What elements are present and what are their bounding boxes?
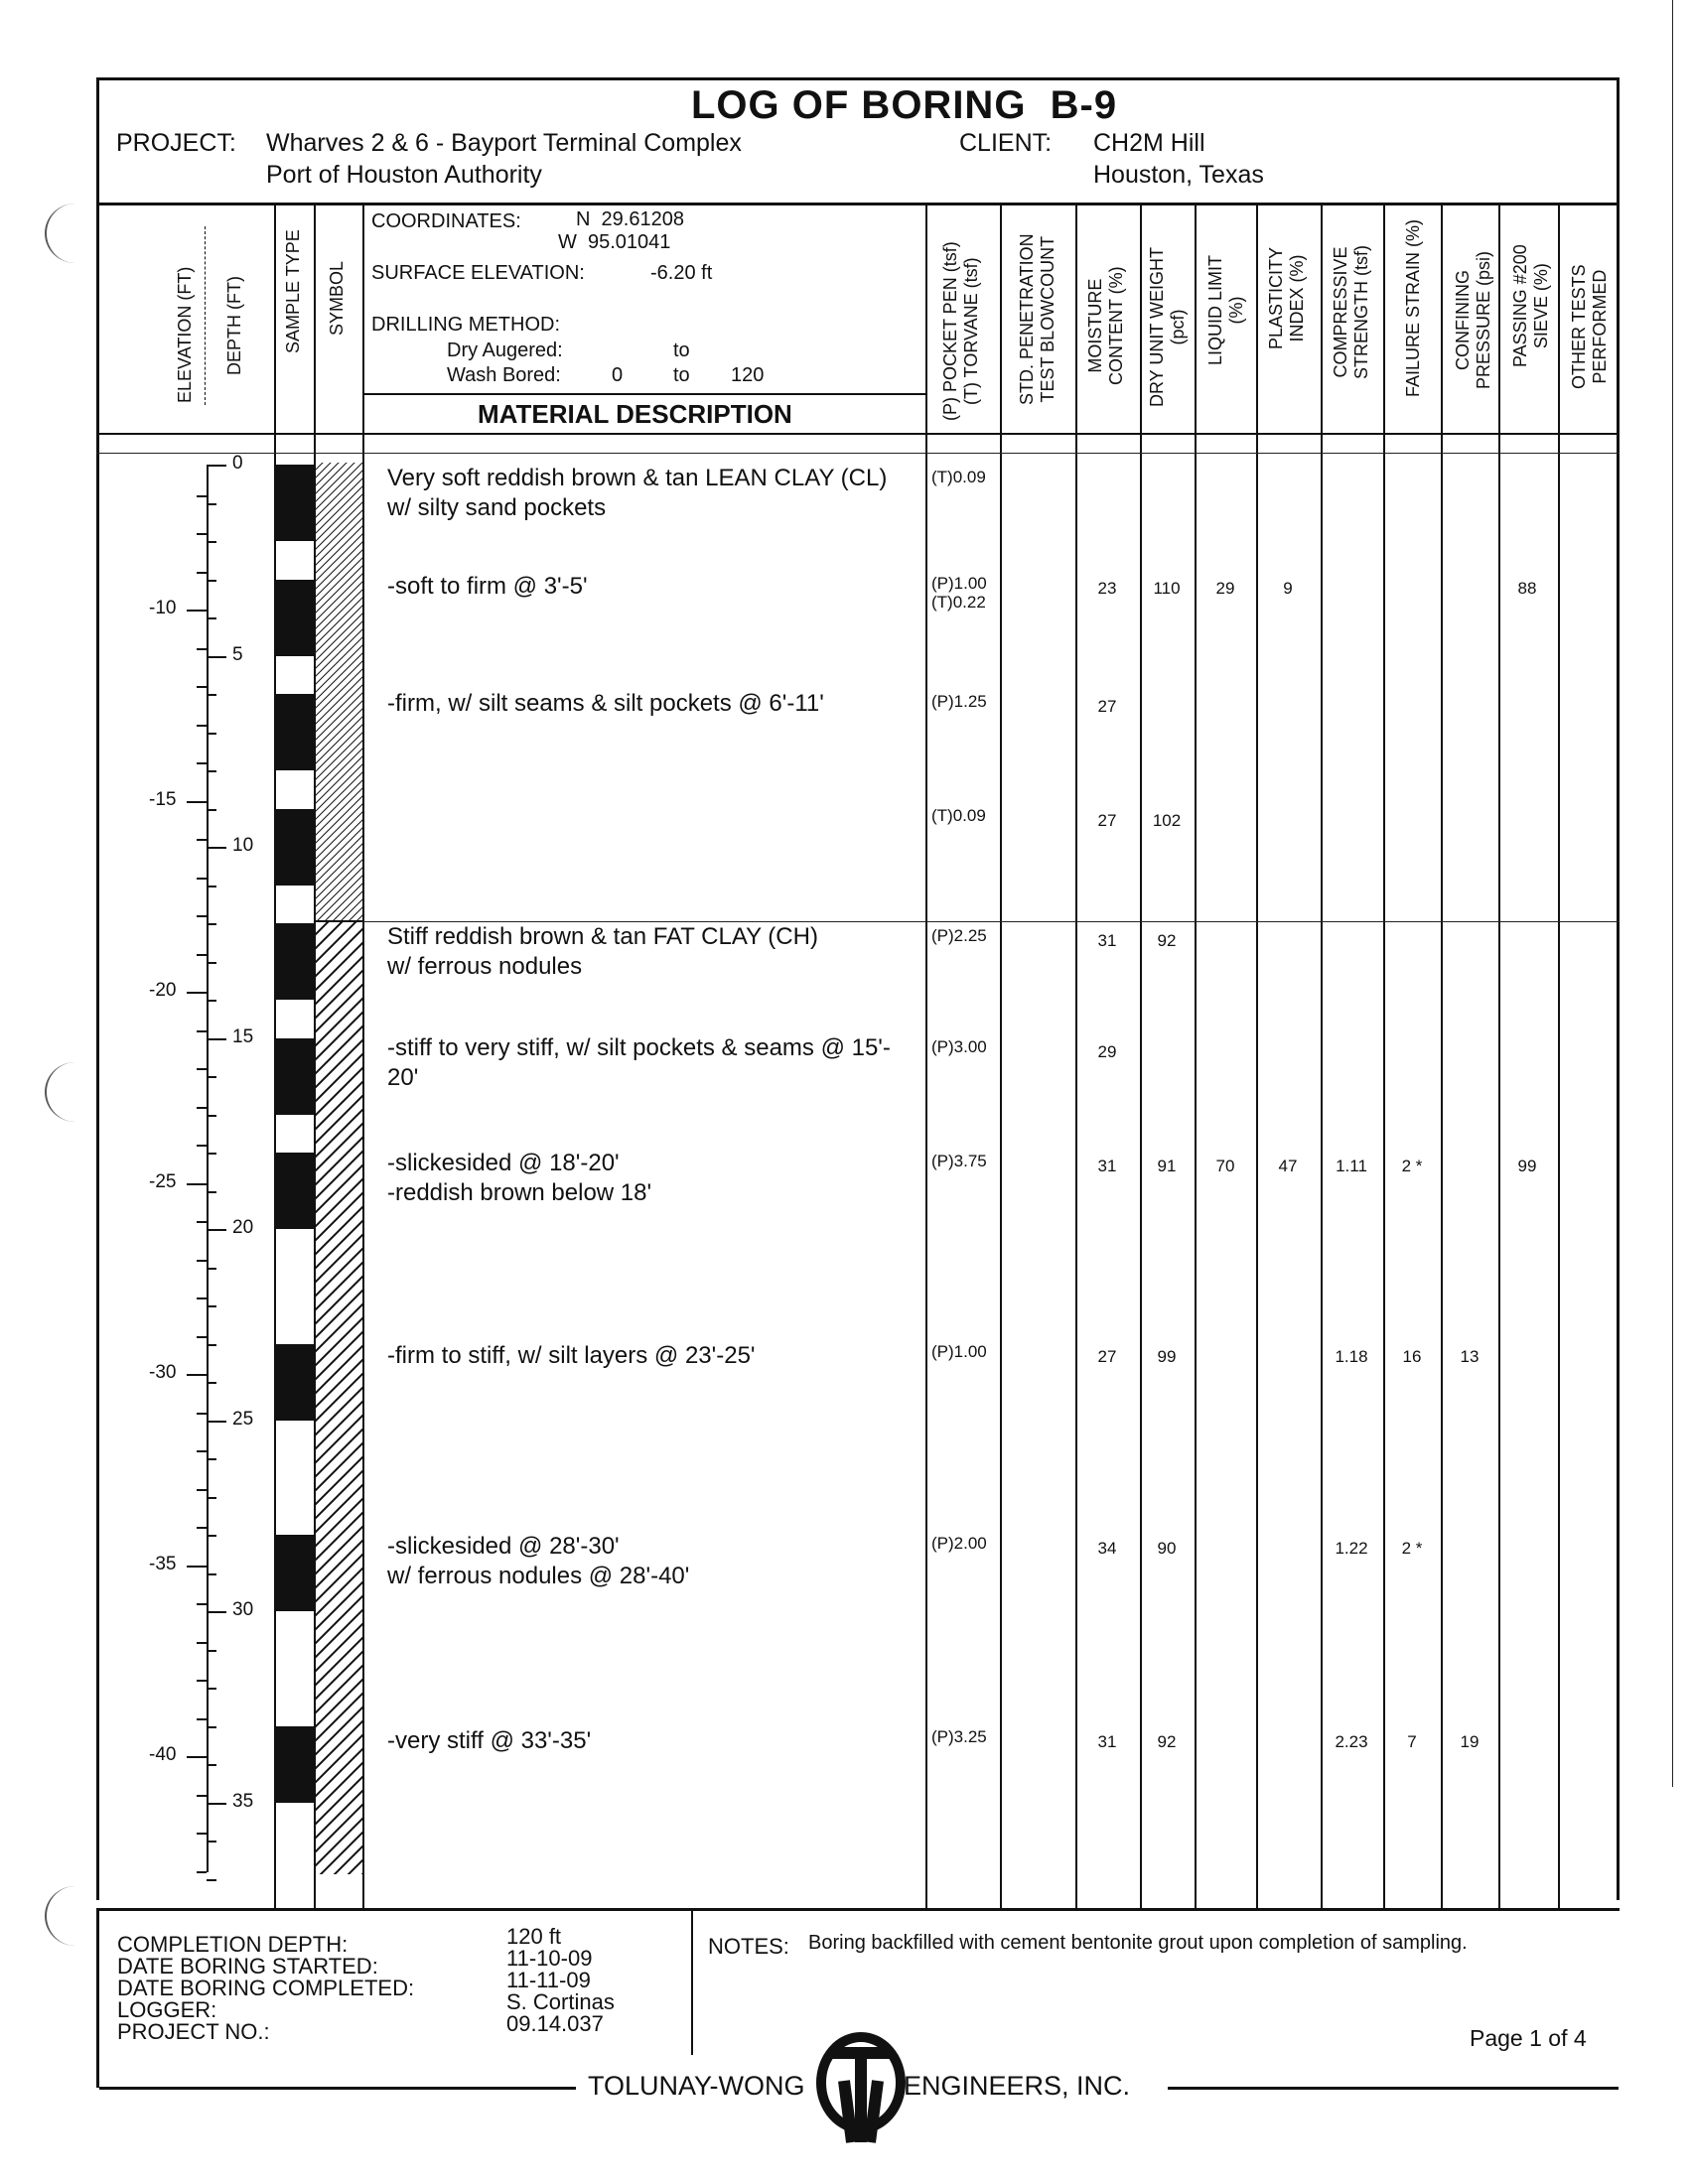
elevation-tick <box>197 1221 207 1223</box>
mc-value: 23 <box>1097 579 1117 598</box>
elevation-tick <box>197 1527 207 1529</box>
elevation-tick <box>197 1068 207 1070</box>
coordinates-label: COORDINATES: <box>371 210 521 232</box>
elevation-tick <box>197 1107 207 1109</box>
footer-split <box>691 1910 693 2055</box>
pocket-pen-value: (P)2.00 <box>931 1534 987 1553</box>
elevation-label: -25 <box>149 1170 177 1192</box>
pocket-pen-value: (T)0.09 <box>931 806 986 825</box>
elevation-tick <box>197 1489 207 1491</box>
description-6: -slickesided @ 18'-20' -reddish brown below 18' <box>387 1150 652 1206</box>
elevation-tick <box>197 686 207 688</box>
depth-tick <box>207 503 216 505</box>
description-8: -slickesided @ 28'-30' w/ ferrous nodules @ 28'-40' <box>387 1533 690 1589</box>
depth-label: 35 <box>232 1790 254 1812</box>
elevation-tick <box>197 495 207 497</box>
elevation-label: -20 <box>149 980 177 1002</box>
description-7: -firm to stiff, w/ silt layers @ 23'-25' <box>387 1342 756 1369</box>
header-subline <box>96 453 1620 454</box>
depth-tick <box>207 1305 216 1307</box>
fs-value: 2 * <box>1401 1539 1423 1558</box>
depth-tick <box>207 694 216 696</box>
page-edge <box>1672 0 1673 1787</box>
col-line <box>1256 205 1258 1910</box>
wash-from: 0 <box>612 364 624 386</box>
cs-value: 1.22 <box>1335 1539 1368 1558</box>
footer-values: 120 ft 11-10-09 11-11-09 S. Cortinas 09.14.037 <box>506 1924 615 2036</box>
confining-header: CONFINING PRESSURE (psi) <box>1453 250 1493 389</box>
depth-tick <box>207 1535 216 1537</box>
depth-tick <box>207 580 216 582</box>
depth-tick <box>207 1611 226 1613</box>
sample-type-header: SAMPLE TYPE <box>283 229 303 353</box>
depth-tick <box>207 847 226 849</box>
pocket-pen-value: (P)1.00 (T)0.22 <box>931 574 987 612</box>
elevation-label: -40 <box>149 1744 177 1766</box>
sample-block <box>275 694 314 770</box>
depth-tick <box>207 770 216 772</box>
col-line <box>1140 205 1142 1910</box>
footer-bottom-right <box>1168 2087 1619 2090</box>
cs-value: 2.23 <box>1335 1732 1368 1751</box>
dw-value: 99 <box>1157 1347 1177 1366</box>
depth-label: 25 <box>232 1408 254 1430</box>
dw-value: 92 <box>1157 1732 1177 1751</box>
wash-to: 120 <box>731 364 765 386</box>
sample-block <box>275 1726 314 1803</box>
surface-elevation-label: SURFACE ELEVATION: <box>371 262 585 284</box>
depth-axis <box>207 465 209 1872</box>
sample-block <box>275 465 314 541</box>
plasticity-header: PLASTICITY INDEX (%) <box>1266 246 1307 349</box>
depth-tick <box>207 1191 216 1193</box>
elevation-tick <box>197 762 207 764</box>
wash-bored-label: Wash Bored: <box>447 364 561 386</box>
pocket-pen-value: (P)3.00 <box>931 1037 987 1056</box>
footer-divider <box>96 1908 1620 1911</box>
description-9: -very stiff @ 33'-35' <box>387 1727 592 1754</box>
client-line2: Houston, Texas <box>1093 161 1264 189</box>
material-desc-line <box>362 393 925 395</box>
pocket-pen-value: (P)3.75 <box>931 1152 987 1170</box>
pocket-pen-value: (P)2.25 <box>931 926 987 945</box>
elevation-tick <box>197 725 207 727</box>
pocket-pen-value: (P)3.25 <box>931 1727 987 1746</box>
cp-value: 13 <box>1460 1347 1480 1366</box>
depth-tick <box>207 733 216 735</box>
elevation-label: -15 <box>149 788 177 810</box>
col-line <box>1195 205 1197 1910</box>
description-3: -firm, w/ silt seams & silt pockets @ 6'-11' <box>387 690 824 717</box>
depth-tick <box>207 1650 216 1652</box>
ll-value: 29 <box>1215 579 1235 598</box>
elevation-tick <box>197 1718 207 1720</box>
depth-label: 20 <box>232 1217 254 1238</box>
page-title: LOG OF BORING B-9 <box>691 83 1118 127</box>
depth-tick <box>207 465 226 467</box>
compressive-header: COMPRESSIVE STRENGTH (tsf) <box>1331 245 1371 379</box>
elevation-label: -10 <box>149 598 177 619</box>
col-line <box>1321 205 1323 1910</box>
sample-block <box>275 1153 314 1229</box>
project-line1: Wharves 2 & 6 - Bayport Terminal Complex <box>266 129 742 157</box>
elevation-tick <box>197 839 207 841</box>
elevation-tick <box>187 1183 207 1185</box>
elevation-tick <box>197 954 207 956</box>
ll-value: 70 <box>1215 1157 1235 1175</box>
fs-value: 2 * <box>1401 1157 1423 1175</box>
notes-label: NOTES: <box>708 1934 789 1959</box>
depth-tick <box>207 1421 226 1423</box>
pocket-pen-value: (P)1.25 <box>931 692 987 711</box>
sample-block <box>275 1038 314 1115</box>
depth-label: 30 <box>232 1599 254 1620</box>
elevation-tick <box>197 1871 207 1873</box>
project-line2: Port of Houston Authority <box>266 161 542 189</box>
elevation-tick <box>197 1795 207 1797</box>
col-line <box>1441 205 1443 1910</box>
dw-value: 91 <box>1157 1157 1177 1175</box>
elevation-tick <box>197 878 207 880</box>
depth-tick <box>207 1803 226 1805</box>
elevation-tick <box>197 1297 207 1299</box>
elevation-tick <box>187 992 207 994</box>
depth-tick <box>207 1115 216 1117</box>
elevation-tick <box>197 1642 207 1644</box>
col-line <box>362 205 364 1910</box>
wash-to-label: to <box>673 364 690 386</box>
depth-tick <box>207 1153 216 1155</box>
elevation-tick <box>197 572 207 574</box>
elevation-tick <box>187 801 207 803</box>
dw-value: 110 <box>1153 579 1181 598</box>
moisture-header: MOISTURE CONTENT (%) <box>1085 266 1126 385</box>
elevation-tick <box>197 1413 207 1415</box>
elevation-label: -30 <box>149 1362 177 1384</box>
depth-tick <box>207 1268 216 1270</box>
elev-depth-dash <box>205 226 206 405</box>
depth-tick <box>207 1841 216 1843</box>
depth-tick <box>207 1764 216 1766</box>
depth-tick <box>207 1229 226 1231</box>
elevation-tick <box>197 1260 207 1262</box>
footer-bottom-left <box>99 2087 576 2090</box>
company-name-left: TOLUNAY-WONG <box>588 2071 805 2101</box>
footer-left-edge <box>96 1908 99 2088</box>
depth-label: 5 <box>232 643 243 665</box>
elevation-tick <box>197 1603 207 1605</box>
footer-labels: COMPLETION DEPTH: DATE BORING STARTED: DATE BORING COMPLETED: LOGGER: PROJECT NO.: <box>117 1932 415 2044</box>
dw-value: 92 <box>1157 931 1177 950</box>
failure-strain-header: FAILURE STRAIN (%) <box>1403 218 1423 397</box>
depth-tick <box>207 886 216 887</box>
depth-tick <box>207 1038 226 1040</box>
depth-tick <box>207 656 226 658</box>
header-divider <box>96 433 1620 435</box>
fs-value: 16 <box>1402 1347 1422 1366</box>
col-line <box>925 205 927 1910</box>
pi-value: 9 <box>1283 579 1293 598</box>
company-name-right: ENGINEERS, INC. <box>904 2071 1131 2101</box>
col-line <box>1383 205 1385 1910</box>
depth-tick <box>207 617 216 619</box>
sample-block <box>275 1535 314 1611</box>
elevation-tick <box>197 533 207 535</box>
elevation-tick <box>197 915 207 917</box>
sample-block <box>275 809 314 886</box>
depth-tick <box>207 1344 216 1346</box>
dw-value: 102 <box>1152 811 1182 830</box>
material-description-header: MATERIAL DESCRIPTION <box>478 399 792 429</box>
elevation-tick <box>197 1833 207 1835</box>
client-line1: CH2M Hill <box>1093 129 1205 157</box>
soil-symbol-column <box>315 463 362 1874</box>
depth-tick <box>207 962 216 964</box>
mc-value: 31 <box>1097 931 1117 950</box>
dry-unit-weight-header: DRY UNIT WEIGHT (pcf) <box>1147 246 1188 407</box>
coord-north: N 29.61208 <box>576 208 684 230</box>
pocket-pen-header: (P) POCKET PEN (tsf) (T) TORVANE (tsf) <box>940 241 981 421</box>
description-1: Very soft reddish brown & tan LEAN CLAY (CL) w/ silty sand pockets <box>387 465 888 521</box>
depth-tick <box>207 1726 216 1728</box>
depth-label: 0 <box>232 453 243 474</box>
description-5: -stiff to very stiff, w/ silt pockets & seams @ 15'- 20' <box>387 1034 891 1091</box>
description-4: Stiff reddish brown & tan FAT CLAY (CH) w/ ferrous nodules <box>387 923 818 980</box>
mc-value: 27 <box>1097 697 1117 716</box>
elevation-tick <box>197 1336 207 1338</box>
lean-clay-symbol <box>315 463 362 921</box>
elevation-tick <box>187 1374 207 1376</box>
liquid-limit-header: LIQUID LIMIT (%) <box>1205 254 1246 365</box>
cp-value: 19 <box>1460 1732 1480 1751</box>
project-label: PROJECT: <box>116 129 236 157</box>
elevation-tick <box>197 1030 207 1032</box>
cs-value: 1.18 <box>1335 1347 1368 1366</box>
depth-tick <box>207 1879 216 1881</box>
depth-tick <box>207 1458 216 1460</box>
elevation-tick <box>197 648 207 650</box>
pi-value: 47 <box>1278 1157 1298 1175</box>
pocket-pen-value: (T)0.09 <box>931 468 986 486</box>
symbol-header: SYMBOL <box>327 260 347 336</box>
elevation-tick <box>187 1756 207 1758</box>
dry-to: to <box>673 340 690 361</box>
dry-augered-label: Dry Augered: <box>447 340 563 361</box>
description-2: -soft to firm @ 3'-5' <box>387 573 588 600</box>
fs-value: 7 <box>1407 1732 1417 1751</box>
cs-value: 1.11 <box>1336 1157 1367 1175</box>
elevation-tick <box>197 1680 207 1682</box>
drilling-method-label: DRILLING METHOD: <box>371 314 561 336</box>
depth-tick <box>207 923 216 925</box>
elevation-tick <box>197 1145 207 1147</box>
notes-text: Boring backfilled with cement bentonite grout upon completion of sampling. <box>808 1932 1468 1954</box>
depth-tick <box>207 1688 216 1690</box>
company-logo <box>814 2031 908 2150</box>
company-logo-letters: TW <box>917 2148 933 2159</box>
mc-value: 31 <box>1097 1732 1117 1751</box>
title-divider <box>96 203 1620 205</box>
surface-elevation: -6.20 ft <box>650 262 713 284</box>
mc-value: 27 <box>1097 1347 1117 1366</box>
mc-value: 29 <box>1097 1042 1117 1061</box>
elevation-header: ELEVATION (FT) <box>175 266 195 403</box>
col-line <box>1498 205 1500 1910</box>
sample-block <box>275 1344 314 1421</box>
depth-label: 15 <box>232 1025 254 1047</box>
depth-tick <box>207 1076 216 1078</box>
coord-west: W 95.01041 <box>558 231 671 253</box>
pocket-pen-value: (P)1.00 <box>931 1342 987 1361</box>
depth-tick <box>207 1497 216 1499</box>
elevation-tick <box>197 1450 207 1452</box>
depth-tick <box>207 1000 216 1002</box>
depth-tick <box>207 541 216 543</box>
sample-block <box>275 580 314 656</box>
spt-header: STD. PENETRATION TEST BLOWCOUNT <box>1017 233 1058 405</box>
passing-header: PASSING #200 SIEVE (%) <box>1510 244 1551 367</box>
client-label: CLIENT: <box>959 129 1053 157</box>
col-line <box>1000 205 1002 1910</box>
p200-value: 88 <box>1517 579 1537 598</box>
elevation-tick <box>187 1566 207 1568</box>
page-number: Page 1 of 4 <box>1470 2025 1587 2051</box>
p200-value: 99 <box>1517 1157 1537 1175</box>
elevation-tick <box>187 610 207 612</box>
depth-tick <box>207 1573 216 1575</box>
fat-clay-symbol <box>315 921 362 1874</box>
dw-value: 90 <box>1157 1539 1177 1558</box>
col-line <box>1558 205 1560 1910</box>
depth-tick <box>207 1382 216 1384</box>
depth-label: 10 <box>232 835 254 856</box>
mc-value: 31 <box>1097 1157 1117 1175</box>
mc-value: 34 <box>1097 1539 1117 1558</box>
depth-header: DEPTH (FT) <box>224 276 244 375</box>
depth-tick <box>207 809 216 811</box>
other-tests-header: OTHER TESTS PERFORMED <box>1569 264 1610 389</box>
sample-block <box>275 923 314 1000</box>
elevation-label: -35 <box>149 1553 177 1574</box>
mc-value: 27 <box>1097 811 1117 830</box>
